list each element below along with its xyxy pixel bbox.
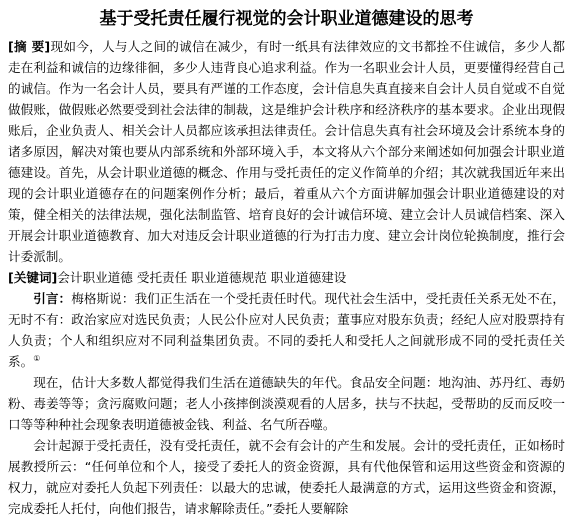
keywords-paragraph xyxy=(8,267,565,288)
intro-text: 梅格斯说：我们正生活在一个受托责任时代。现代社会生活中，受托责任关系无处不在，无时不有：政治家应对选民负责；人民公仆应对人民负责；董事应对股东负责；经纪人应对股票持有人负责；个人和组织应对不同利益集团负责。不同的委托人和受托人之间就形成不同的受托责任关系。 xyxy=(8,291,565,369)
abstract-paragraph xyxy=(8,36,565,267)
document-title: 基于受托责任履行视觉的会计职业道德建设的思考 xyxy=(99,9,474,29)
body-paragraph-2: 现在，估计大多数人都觉得我们生活在道德缺失的年代。食品安全问题：地沟油、苏丹红、毒奶粉、毒姜等等；贪污腐败问题；老人小孩摔倒淡漠观看的人居多，扶与不扶起，受帮助的反而反咬一口等等种种社会现象表明道德被金钱、利益、名气所吞噬。 xyxy=(8,375,565,432)
intro-paragraph xyxy=(8,288,565,372)
keywords-text: 会计职业道德 受托责任 职业道德规范 职业道德建设 xyxy=(57,270,347,285)
intro-label: 引言： xyxy=(33,291,72,306)
footnote-marker: ① xyxy=(33,353,41,363)
keywords-label: [关键词] xyxy=(8,270,58,285)
body-paragraph-3: 会计起源于受托责任，没有受托责任，就不会有会计的产生和发展。会计的受托责任，正如杨时展教授所云：“任何单位和个人，接受了委托人的资金资源，具有代他保管和运用这些资金和资源的权力，就应对委托人负起下列责任：以最大的忠诚，使委托人最满意的方式，运用这些资金和资源，完成委托人托付，向他们报告，请求解除责任。”委托人要解除 xyxy=(8,438,565,516)
abstract-text: 现如今，人与人之间的诚信在减少，有时一纸具有法律效应的文书都拴不住诚信，多少人都走在利益和诚信的边缘徘徊，多少人违背良心追求利益。作为一名职业会计人员，更要懂得经营自己的诚信。作为一名会计人员，要具有严谨的工作态度，会计信息失真直接来自会计人员自觉或不自觉做假账，做假账必然要受到社会法律的制裁，这是维护会计秩序和经济秩序的基本要求。企业出现假账后，企业负责人、相关会计人员都应该承担法律责任。会计信息失真有社会环境及会计系统本身的诸多原因，解决对策也要从内部系统和外部环境入手，本文将从六个部分来阐述如何加强会计职业道德建设。首先，从会计职业道德的概念、作用与受托责任的定义作简单的介绍；其次就我国近年来出现的会计职业道德存在的问题案例作分析；最后，着重从六个方面讲解加强会计职业道德建设的对策，健全相关的法律法规，强化法制监管、培育良好的会计诚信环境、建立会计人员诚信档案、深入开展会计职业道德教育、加大对违反会计职业道德的行为打击力度、建立会计岗位轮换制度，推行会计委派制。 xyxy=(8,39,565,264)
document-body xyxy=(8,36,565,524)
abstract-label: [摘 要] xyxy=(8,39,51,54)
